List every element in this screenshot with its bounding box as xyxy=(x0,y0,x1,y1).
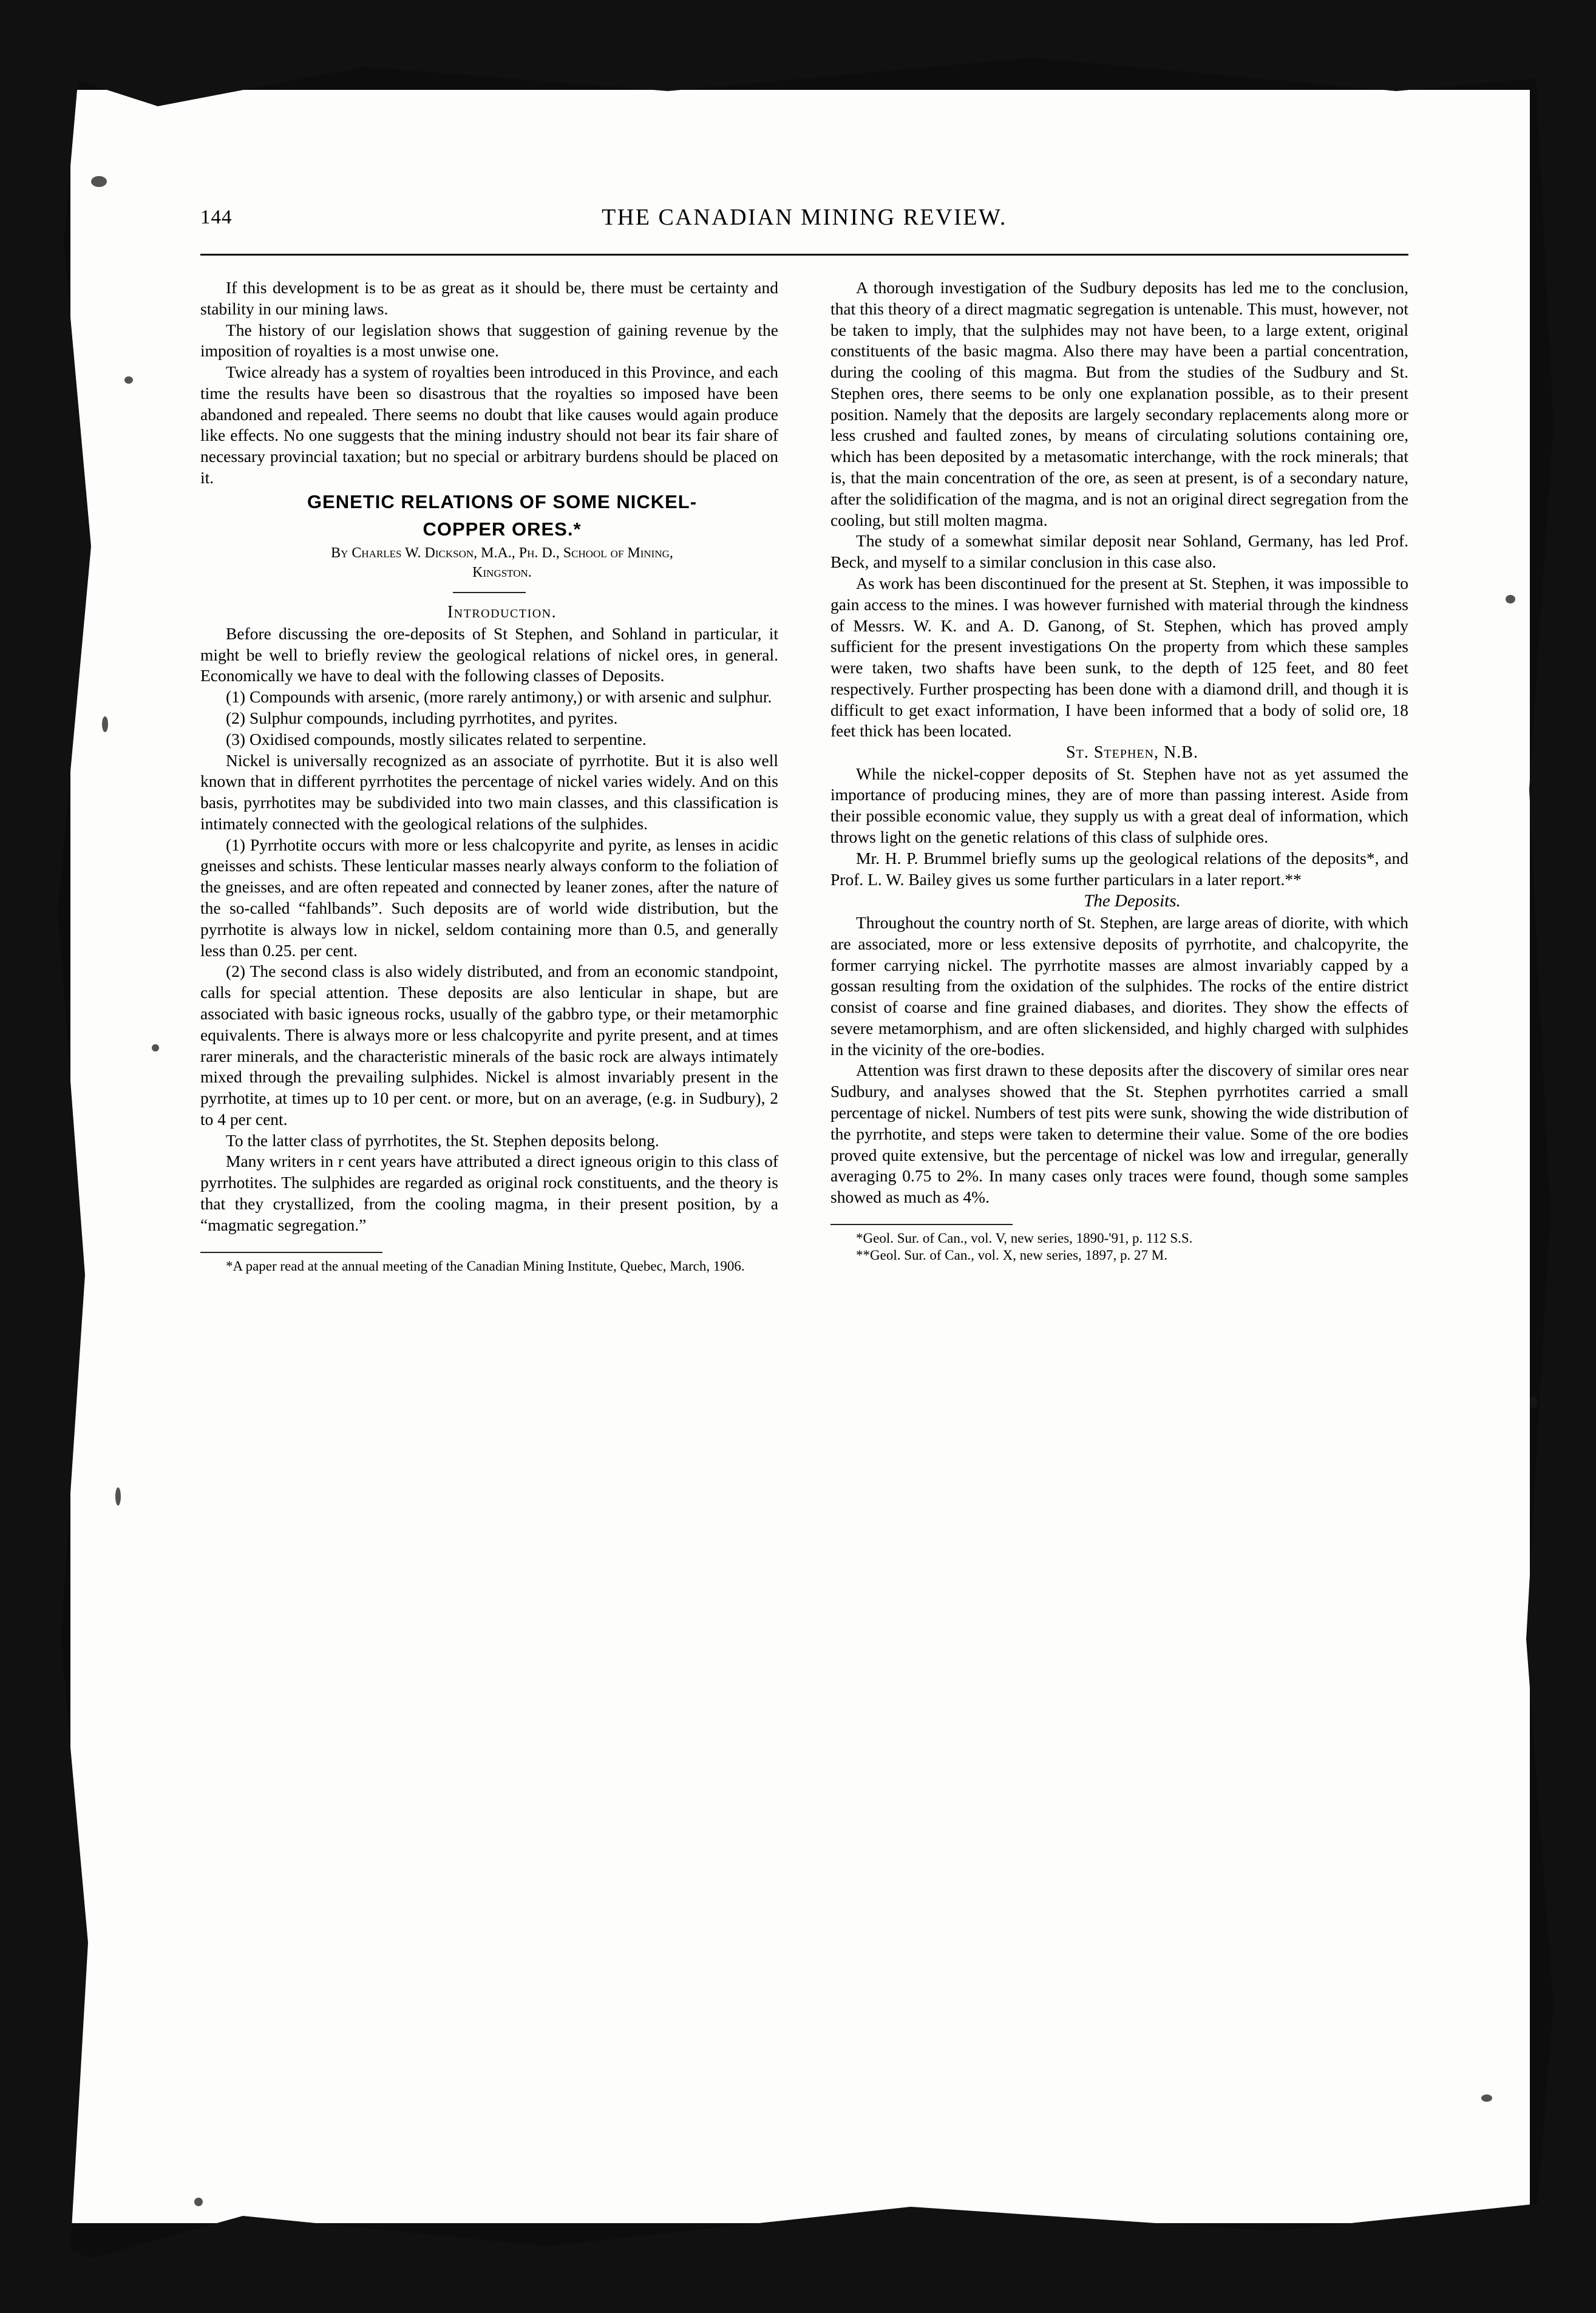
byline-line-1: By Charles W. Dickson, M.A., Ph. D., School of Mining, xyxy=(331,545,673,561)
st-stephen-heading: St. Stephen, N.B. xyxy=(1066,743,1198,763)
two-column-body xyxy=(200,277,1408,1275)
scan-speck xyxy=(1530,1396,1537,1408)
paragraph: Mr. H. P. Brummel briefly sums up the geological relations of the deposits*, and Prof. L. W. Bailey gives us some further particulars in a later report.** xyxy=(830,848,1408,889)
paragraph: The history of our legislation shows that suggestion of gaining revenue by the imposition of royalties is a most unwise one. xyxy=(200,320,778,361)
footnote-rule xyxy=(200,1252,382,1253)
paragraph: Before discussing the ore-deposits of St Stephen, and Sohland in particular, it might be well to briefly review the geological relations of nickel ores, in general. Economically we have to deal with the following classes of Deposits. xyxy=(200,623,778,685)
scan-speck xyxy=(194,2198,203,2206)
page-content xyxy=(200,200,1408,1275)
scan-speck xyxy=(91,176,107,187)
page-header xyxy=(200,200,1408,243)
byline-line-2: Kingston. xyxy=(472,565,532,581)
article-title-line-1: GENETIC RELATIONS OF SOME NICKEL- xyxy=(307,491,698,512)
footnote-2: **Geol. Sur. of Can., vol. X, new series, 1897, p. 27 M. xyxy=(856,1247,1167,1263)
footnote: *A paper read at the annual meeting of the Canadian Mining Institute, Quebec, March, 1906. xyxy=(226,1258,745,1274)
footnote-rule xyxy=(830,1224,1013,1225)
byline-rule xyxy=(453,592,526,593)
scan-speck xyxy=(152,1044,159,1051)
left-column xyxy=(200,277,778,1275)
page-number: 144 xyxy=(200,206,233,228)
paragraph: (2) The second class is also widely distributed, and from an economic standpoint, calls for special attention. These deposits are also lenticular in shape, but are associated with basic igneous rocks, usually of the gabbro type, or their metamorphic equivalents. There is always more or less chalcopyrite and pyrite present, and at times rarer minerals, and the characteristic minerals of the basic rock are always intimately mixed through the prevailing sulphides. Nickel is almost invariably present in the pyrrhotite, at times up to 10 per cent. or more, but on an average, (e.g. in Sudbury), 2 to 4 per cent. xyxy=(200,962,778,1129)
paragraph: Throughout the country north of St. Stephen, are large areas of diorite, with which are associated, more or less extensive deposits of pyrrhotite, and chalcopyrite, the former carrying nickel. The pyrrhotite masses are almost invariably capped by a gossan resulting from the oxidation of the sulphides. The rocks of the entire district consist of coarse and fine grained diabases, and diorites. They show the effects of severe metamorphism, and are often slickensided, and highly charged with sulphides in the vicinity of the ore-bodies. xyxy=(830,912,1408,1059)
scan-speck xyxy=(115,1487,121,1506)
right-footnote-area xyxy=(830,1224,1408,1264)
header-rule xyxy=(200,254,1408,256)
paragraph: If this development is to be as great as it should be, there must be certainty and stability in our mining laws. xyxy=(200,278,778,318)
introduction-heading: Introduction. xyxy=(447,603,557,622)
scan-speck xyxy=(1506,595,1515,603)
paragraph: Attention was first drawn to these deposits after the discovery of similar ores near Sudbury, and analyses showed that the St. Stephen pyrrhotites carried a small percentage of nickel. Numbers of test pits were sunk, showing the wide distribution of the pyrrhotite, and steps were taken to determine their value. Some of the ore bodies proved quite extensive, but the percentage of nickel was low and irregular, generally averaging 0.75 to 2%. In many cases only traces were found, though some samples showed as much as 4%. xyxy=(830,1061,1408,1207)
paragraph: To the latter class of pyrrhotites, the St. Stephen deposits belong. xyxy=(226,1130,659,1150)
scan-speck xyxy=(1481,2094,1492,2102)
paragraph: While the nickel-copper deposits of St. Stephen have not as yet assumed the importance of producing mines, they are of more than passing interest. Aside from their possible economic value, they supply us with a great deal of information, which throws light on the genetic relations of this class of sulphide ores. xyxy=(830,764,1408,846)
right-column xyxy=(830,277,1408,1275)
paragraph: (2) Sulphur compounds, including pyrrhotites, and pyrites. xyxy=(226,708,618,727)
paragraph: (3) Oxidised compounds, mostly silicates related to serpentine. xyxy=(226,729,647,749)
paragraph: (1) Compounds with arsenic, (more rarely antimony,) or with arsenic and sulphur. xyxy=(226,687,772,707)
scan-speck xyxy=(102,716,108,732)
the-deposits-heading: The Deposits. xyxy=(1084,891,1181,911)
running-title: THE CANADIAN MINING REVIEW. xyxy=(602,205,1007,230)
paragraph: Twice already has a system of royalties been introduced in this Province, and each time the results have been so disastrous that the royalties so imposed have been abandoned and repealed. There seems no doubt that like causes would again produce like effects. No one suggests that the mining industry should not bear its fair share of necessary provincial taxation; but no special or arbitrary burdens should be placed on it. xyxy=(200,362,778,487)
paragraph: Many writers in r cent years have attributed a direct igneous origin to this class of pyrrhotites. The sulphides are regarded as original rock constituents, and the theory is that they crystallized, from the cooling magma, in their present position, by a “magmatic segregation.” xyxy=(200,1152,778,1234)
left-footnote-area xyxy=(200,1252,778,1275)
paragraph: Nickel is universally recognized as an associate of pyrrhotite. But it is also well known that in different pyrrhotites the percentage of nickel varies widely. And on this basis, pyrrhotites may be subdivided into two main classes, and this classification is intimately connected with the geological relations of the sulphides. xyxy=(200,750,778,833)
article-title-line-2: COPPER ORES.* xyxy=(423,518,582,540)
footnote-1: *Geol. Sur. of Can., vol. V, new series, 1890-'91, p. 112 S.S. xyxy=(856,1230,1193,1246)
paragraph: As work has been discontinued for the present at St. Stephen, it was impossible to gain access to the mines. I was however furnished with material through the kindness of Messrs. W. K. and A. D. Ganong, of St. Stephen, which has proved amply sufficient for the present investigations On the property from which these samples were taken, two shafts have been sunk, to the depth of 125 feet, and 80 feet respectively. Further prospecting has been done with a diamond drill, and though it is difficult to get exact information, I have been informed that a body of solid ore, 18 feet thick has been located. xyxy=(830,573,1408,741)
paragraph: A thorough investigation of the Sudbury deposits has led me to the conclusion, that this theory of a direct magmatic segregation is untenable. This must, however, not be taken to imply, that the sulphides may not have been, to a large extent, original constituents of the basic magma. Also there may have been a partial concentration, during the cooling of this magma. But from the studies of the Sudbury and St. Stephen ores, there seems to be only one explanation possible, as to their present position. Namely that the deposits are largely secondary replacements along more or less crushed and faulted zones, by means of circulating solutions containing ore, which has been deposited by a metasomatic interchange, with the rock minerals; that is, that the main concentration of the ore, as seen at present, is of a secondary nature, after the solidification of the magma, and is not an original direct segregation from the cooling, but still molten magma. xyxy=(830,278,1408,529)
paragraph: (1) Pyrrhotite occurs with more or less chalcopyrite and pyrite, as lenses in acidic gneisses and schists. These lenticular masses nearly always conform to the foliation of the gneisses, and are often repeated and connected by leaner zones, after the nature of the so-called “fahlbands”. Such deposits are of world wide distribution, but the pyrrhotite is always low in nickel, seldom containing more than 0.5, and generally less than 0.25. per cent. xyxy=(200,835,778,960)
paragraph: The study of a somewhat similar deposit near Sohland, Germany, has led Prof. Beck, and myself to a similar conclusion in this case also. xyxy=(830,531,1408,572)
scan-speck xyxy=(124,376,133,384)
